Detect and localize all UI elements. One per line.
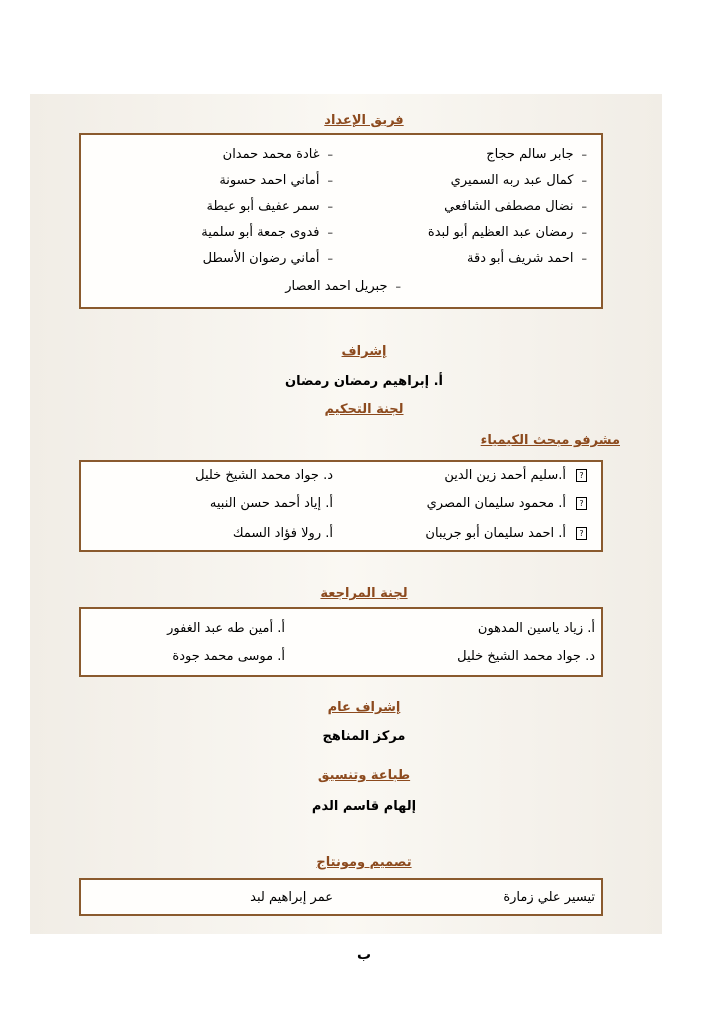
team-right-4: –رمضان عبد العظيم أبو لبدة [427,225,587,240]
supervision-heading: إشراف [341,344,387,359]
team-left-5: –أماني رضوان الأسطل [202,251,333,266]
general-supervision-heading: إشراف عام [327,700,401,715]
design-right: تيسير علي زمارة [503,890,595,905]
team-box [79,133,603,309]
arbitration-right-1: ?أ.سليم أحمد زين الدين [444,468,587,483]
team-heading: فريق الإعداد [324,113,404,128]
arbitration-heading: لجنة التحكيم [324,402,404,417]
review-left-1: أ. أمين طه عبد الغفور [167,621,285,636]
arbitration-left-1: د. جواد محمد الشيخ خليل [195,468,333,483]
review-right-2: د. جواد محمد الشيخ خليل [457,649,595,664]
review-heading: لجنة المراجعة [320,586,408,601]
arbitration-right-2: ?أ. محمود سليمان المصري [427,496,587,511]
team-left-3: –سمر عفيف أبو عيطة [206,199,333,214]
team-right-5: –احمد شريف أبو دقة [467,251,587,266]
design-box [79,878,603,916]
supervision-name: أ. إبراهيم رمضان رمضان [284,374,443,389]
team-left-2: –أماني احمد حسونة [219,173,333,188]
team-left-4: –فدوى جمعة أبو سلمية [201,225,333,240]
review-box [79,607,603,677]
arbitration-left-3: أ. رولا فؤاد السمك [232,526,333,541]
general-supervision-name: مركز المناهج [322,729,406,744]
arbitration-right-3: ?أ. احمد سليمان أبو جريبان [425,526,587,541]
team-left-1: –غادة محمد حمدان [222,147,333,162]
review-right-1: أ. زياد ياسين المدهون [477,621,595,636]
chemistry-supervisors-heading: مشرفو مبحث الكيمياء [480,433,620,448]
team-right-1: –جابر سالم حجاج [486,147,587,162]
printing-name: إلهام قاسم الدم [311,799,417,814]
printing-heading: طباعة وتنسيق [317,768,411,783]
design-heading: تصميم ومونتاج [316,855,412,870]
team-right-3: –نضال مصطفى الشافعي [444,199,587,214]
review-left-2: أ. موسى محمد جودة [172,649,285,664]
arbitration-left-2: أ. إياد أحمد حسن النبيه [209,496,333,511]
team-right-2: –كمال عبد ربه السميري [450,173,587,188]
design-left: عمر إبراهيم لبد [250,890,333,905]
team-last: –جبريل احمد العصار [285,279,401,294]
page-number: ب [356,947,372,963]
arbitration-box [79,460,603,552]
